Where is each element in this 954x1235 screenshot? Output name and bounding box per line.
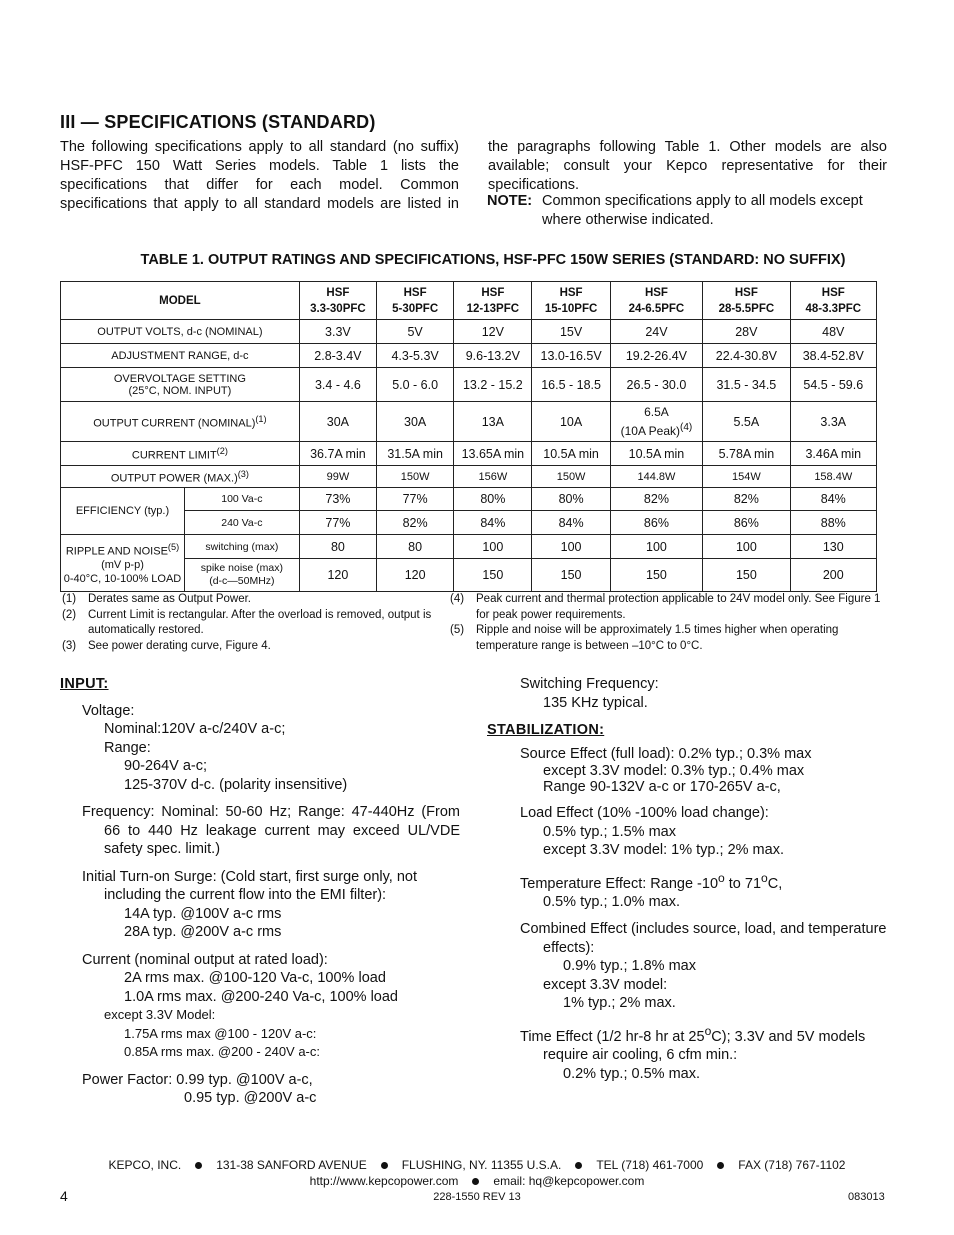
email-link[interactable]: email: hq@kepcopower.com (493, 1174, 645, 1188)
table-cell: 150W (532, 466, 610, 488)
table-row (61, 535, 877, 559)
table-cell: 13.2 - 15.2 (454, 368, 532, 402)
table-cell: 31.5A min (377, 442, 454, 466)
model-header-cell: HSF 12-13PFC (454, 282, 532, 320)
bullet-icon (575, 1162, 582, 1169)
bullet-icon (195, 1162, 202, 1169)
stabilization-column (487, 675, 887, 1092)
table-cell: 100 (454, 535, 532, 559)
table-cell: 30A (299, 402, 376, 442)
table-cell: 3.4 - 4.6 (299, 368, 376, 402)
model-header-cell: HSF 3.3-30PFC (299, 282, 376, 320)
combined-effect-spec: Combined Effect (includes source, load, and temperature effects): 0.9% typ.; 1.8% max except 3.3V model: 1% typ.; 2% max. (520, 921, 887, 1012)
model-header-cell: HSF 24-6.5PFC (610, 282, 702, 320)
row-label: OUTPUT CURRENT (NOMINAL)$^{(1)}$ (61, 402, 300, 442)
table-cell: 9.6-13.2V (454, 344, 532, 368)
table-cell: 3.3V (299, 320, 376, 344)
footnote: (4) Peak current and thermal protection applicable to 24V model only. See Figure 1 for peak power requirements. (450, 593, 881, 621)
load-effect-spec: Load Effect (10% -100% load change): 0.5% typ.; 1.5% max except 3.3V model: 1% typ.; 2% max. (520, 805, 784, 858)
document-number: 228-1550 REV 13 (433, 1191, 521, 1203)
voltage-spec: Voltage: Nominal:120V a-c/240V a-c; Range: 90-264V a-c; 125-370V d-c. (polarity insensitive) (82, 702, 348, 793)
footer-web-line (0, 1173, 954, 1189)
table-cell: 13.0-16.5V (532, 344, 610, 368)
note-label: NOTE: (487, 193, 533, 209)
row-label: OUTPUT VOLTS, d-c (NOMINAL) (61, 320, 300, 344)
model-header-cell: HSF 15-10PFC (532, 282, 610, 320)
table-cell: 6.5A (10A Peak)$^{(4)}$ (610, 402, 702, 442)
table-cell: 12V (454, 320, 532, 344)
page-footer (0, 1157, 954, 1189)
table-cell: 100 (610, 535, 702, 559)
table-cell: 54.5 - 59.6 (790, 368, 876, 402)
footnotes-right (450, 592, 890, 654)
table-cell: 120 (377, 559, 454, 592)
table-cell: 158.4W (790, 466, 876, 488)
bullet-icon (381, 1162, 388, 1169)
table-cell: 150 (703, 559, 790, 592)
table-cell: 150 (454, 559, 532, 592)
footnote: (2) Current Limit is rectangular. After the overload is removed, output is automatically restored. (62, 608, 432, 636)
table-cell: 84% (532, 511, 610, 535)
table-header-row (61, 282, 877, 320)
table-cell: 10.5A min (610, 442, 702, 466)
table-cell: 26.5 - 30.0 (610, 368, 702, 402)
switching-frequency-spec: Switching Frequency: 135 KHz typical. (520, 676, 659, 711)
table-cell: 80 (377, 535, 454, 559)
row-sublabel: 100 Va-c (184, 488, 299, 511)
stabilization-header: STABILIZATION: (487, 722, 605, 738)
table-cell: 15V (532, 320, 610, 344)
row-sublabel: spike noise (max) (d-c—50MHz) (184, 559, 299, 592)
row-label: CURRENT LIMIT$^{(2)}$ (61, 442, 300, 466)
power-factor-spec: Power Factor: 0.99 typ. @100V a-c, 0.95 typ. @200V a-c (82, 1071, 317, 1106)
table-cell: 77% (377, 488, 454, 511)
table-cell: 200 (790, 559, 876, 592)
temperature-effect-spec: Temperature Effect: Range -10$^o$ to 71$^o$C, 0.5% typ.; 1.0% max. (520, 870, 783, 910)
table-row (61, 488, 877, 511)
table-cell: 80 (299, 535, 376, 559)
table-cell: 10.5A min (532, 442, 610, 466)
table-cell: 84% (454, 511, 532, 535)
table-row (61, 344, 877, 368)
model-header-cell: HSF 5-30PFC (377, 282, 454, 320)
bullet-icon (717, 1162, 724, 1169)
table-cell: 150 (610, 559, 702, 592)
input-section (60, 675, 460, 1117)
page-number: 4 (60, 1188, 68, 1204)
table-cell: 144.8W (610, 466, 702, 488)
table-cell: 99W (299, 466, 376, 488)
table-cell: 36.7A min (299, 442, 376, 466)
table-cell: 156W (454, 466, 532, 488)
table-cell: 13.65A min (454, 442, 532, 466)
table-cell: 150 (532, 559, 610, 592)
table-cell: 10A (532, 402, 610, 442)
table-row (61, 402, 877, 442)
note (487, 192, 887, 230)
website-link[interactable]: http://www.kepcopower.com (309, 1174, 459, 1188)
row-label: RIPPLE AND NOISE$^{(5)}$ (mV p-p) 0-40°C, 10-100% LOAD (61, 535, 185, 592)
table-cell: 38.4-52.8V (790, 344, 876, 368)
row-label: OVERVOLTAGE SETTING (25°C, NOM. INPUT) (61, 368, 300, 402)
table-cell: 5.5A (703, 402, 790, 442)
table-cell: 4.3-5.3V (377, 344, 454, 368)
document-date: 083013 (848, 1191, 885, 1203)
frequency-spec: Frequency: Nominal: 50-60 Hz; Range: 47-440Hz (From 66 to 440 Hz leakage current may exceed UL/VDE safety spec. limit.) (82, 804, 460, 857)
row-label: EFFICIENCY (typ.) (61, 488, 185, 535)
table-cell: 31.5 - 34.5 (703, 368, 790, 402)
table-cell: 77% (299, 511, 376, 535)
table-cell: 86% (703, 511, 790, 535)
table-cell: 150W (377, 466, 454, 488)
table-row (61, 466, 877, 488)
surge-spec: Initial Turn-on Surge: (Cold start, first surge only, not including the current flow into the EMI filter): 14A typ. @100V a-c rms 28A typ. @200V a-c rms (82, 868, 417, 940)
table-cell: 3.46A min (790, 442, 876, 466)
footnote: (5) Ripple and noise will be approximately 1.5 times higher when operating temperature range is between –10°C to 0°C. (450, 624, 839, 652)
table-cell: 22.4-30.8V (703, 344, 790, 368)
table-cell: 73% (299, 488, 376, 511)
footnote: (3) See power derating curve, Figure 4. (62, 639, 271, 652)
table-cell: 48V (790, 320, 876, 344)
table-cell: 86% (610, 511, 702, 535)
row-label: ADJUSTMENT RANGE, d-c (61, 344, 300, 368)
bullet-icon (472, 1178, 479, 1185)
table-cell: 16.5 - 18.5 (532, 368, 610, 402)
table-cell: 3.3A (790, 402, 876, 442)
table-cell: 82% (703, 488, 790, 511)
model-header-cell: HSF 48-3.3PFC (790, 282, 876, 320)
table-cell: 30A (377, 402, 454, 442)
table-cell: 100 (703, 535, 790, 559)
table-cell: 80% (532, 488, 610, 511)
row-sublabel: 240 Va-c (184, 511, 299, 535)
table-cell: 19.2-26.4V (610, 344, 702, 368)
table-cell: 84% (790, 488, 876, 511)
input-header: INPUT: (60, 676, 109, 692)
footer-address-line: KEPCO, INC. 131-38 SANFORD AVENUE FLUSHING, NY. 11355 U.S.A. TEL (718) 461-7000 FAX (718) 767-1102 (108, 1158, 846, 1172)
table-cell: 80% (454, 488, 532, 511)
intro-paragraph: The following specifications apply to all standard (no suffix) HSF-PFC 150 Watt Series models. Table 1 lists the specifications that differ for each model. Common specifications that apply to all standard models are listed in the paragraphs following Table 1. Other models are also available; consult your Kepco representative for their specifications. (60, 139, 887, 212)
footnote: (1) Derates same as Output Power. (62, 593, 251, 605)
note-text: Common specifications apply to all models except where otherwise indicated. (542, 193, 863, 228)
section-title: III — SPECIFICATIONS (STANDARD) (60, 112, 376, 132)
table-cell: 82% (610, 488, 702, 511)
table-cell: 5.78A min (703, 442, 790, 466)
table-cell: 5V (377, 320, 454, 344)
table-row (61, 442, 877, 466)
time-effect-spec: Time Effect (1/2 hr-8 hr at 25$^o$C); 3.3V and 5V models require air cooling, 6 cfm min.: 0.2% typ.; 0.5% max. (520, 1023, 866, 1082)
source-effect-spec: Source Effect (full load): 0.2% typ.; 0.3% max except 3.3V model: 0.3% typ.; 0.4% max Range 90-132V a-c or 170-265V a-c, (520, 745, 812, 795)
table-cell: 24V (610, 320, 702, 344)
table-cell: 120 (299, 559, 376, 592)
table-cell: 82% (377, 511, 454, 535)
row-label: OUTPUT POWER $(MAX.)^{(3)}$ (61, 466, 300, 488)
row-sublabel: switching (max) (184, 535, 299, 559)
table-row (61, 368, 877, 402)
specifications-table (60, 281, 877, 592)
model-header: MODEL (61, 282, 300, 320)
table-cell: 2.8-3.4V (299, 344, 376, 368)
table-cell: 130 (790, 535, 876, 559)
model-header-cell: HSF 28-5.5PFC (703, 282, 790, 320)
table-cell: 88% (790, 511, 876, 535)
table-cell: 28V (703, 320, 790, 344)
table-cell: 13A (454, 402, 532, 442)
table-cell: 154W (703, 466, 790, 488)
footnotes-left (62, 592, 442, 654)
current-spec: Current (nominal output at rated load): 2A rms max. @100-120 Va-c, 100% load 1.0A rms max. @200-240 Va-c, 100% load except 3.3V Model: 1.75A rms max @100 - 120V a-c: 0.85A rms max. @200 - 240V a-c: (82, 951, 398, 1059)
table-cell: 100 (532, 535, 610, 559)
table-cell: 5.0 - 6.0 (377, 368, 454, 402)
table-row (61, 320, 877, 344)
table-title: TABLE 1. OUTPUT RATINGS AND SPECIFICATIONS, HSF-PFC 150W SERIES (STANDARD: NO SUFFIX) (140, 252, 846, 268)
